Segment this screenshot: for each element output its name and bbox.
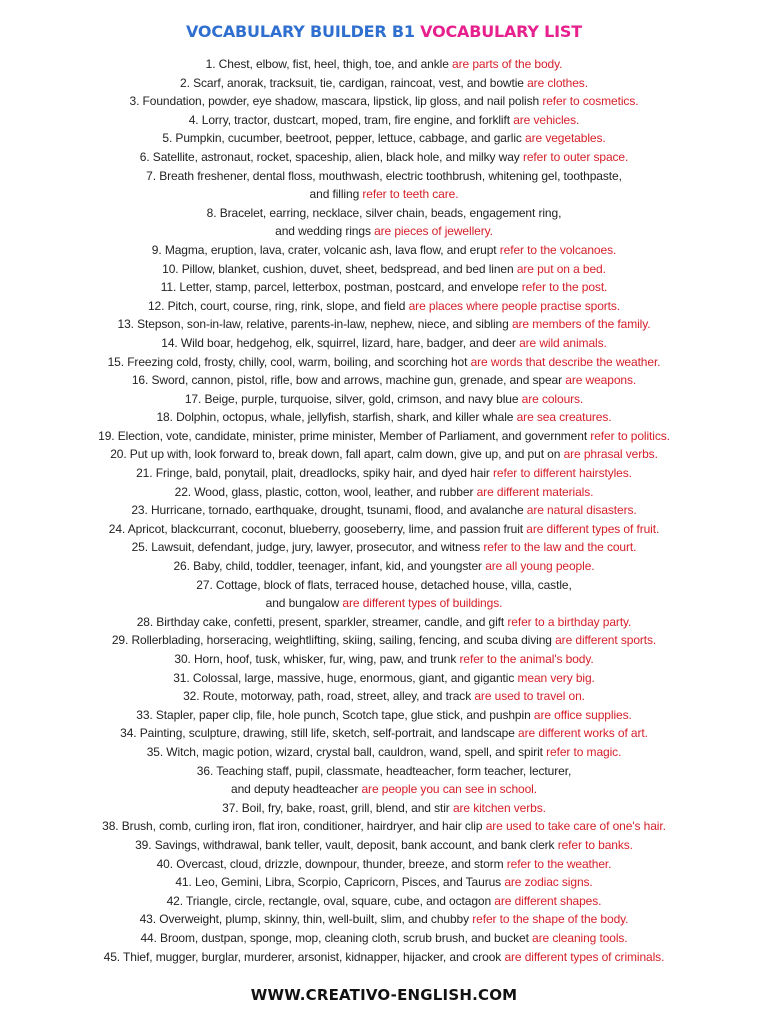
vocab-words: and bungalow	[265, 596, 343, 611]
title-part-builder: VOCABULARY BUILDER B1	[186, 22, 415, 41]
vocab-words: 31. Colossal, large, massive, huge, enormous, giant, and gigantic	[173, 670, 518, 685]
list-item	[0, 948, 768, 967]
vocab-words: 3. Foundation, powder, eye shadow, mascara, lipstick, lip gloss, and nail polish	[129, 94, 543, 109]
list-item	[0, 204, 768, 223]
vocab-words: 34. Painting, sculpture, drawing, still life, sketch, self-portrait, and landscape	[120, 726, 519, 741]
list-item	[0, 464, 768, 483]
vocab-words: and filling	[309, 187, 363, 202]
vocab-words: 30. Horn, hoof, tusk, whisker, fur, wing, paw, and trunk	[174, 652, 460, 666]
list-item	[0, 167, 768, 186]
vocab-category: refer to outer space.	[522, 149, 629, 164]
vocab-category: are vehicles.	[513, 112, 580, 127]
vocab-category: are kitchen verbs.	[452, 800, 546, 815]
vocab-category: are different types of buildings.	[342, 596, 503, 611]
vocab-category: are wild animals.	[519, 335, 607, 350]
list-item	[0, 557, 768, 576]
vocab-category: refer to the shape of the body.	[472, 912, 629, 927]
vocab-words: 35. Witch, magic potion, wizard, crystal ball, cauldron, wand, spell, and spirit	[146, 744, 547, 759]
vocab-words: 44. Broom, dustpan, sponge, mop, cleaning cloth, scrub brush, and bucket	[140, 930, 533, 945]
vocab-words: 8. Bracelet, earring, necklace, silver chain, beads, engagement ring,	[206, 205, 562, 220]
list-item	[0, 501, 768, 520]
list-item	[0, 315, 768, 334]
list-item	[0, 724, 768, 743]
page-title	[0, 22, 768, 41]
vocab-words: 15. Freezing cold, frosty, chilly, cool, warm, boiling, and scorching hot	[107, 354, 471, 369]
list-item	[0, 297, 768, 316]
vocab-words: 6. Satellite, astronaut, rocket, spaceship, alien, black hole, and milky way	[139, 149, 523, 164]
vocab-words: 1. Chest, elbow, fist, heel, thigh, toe, and ankle	[205, 57, 453, 71]
vocab-category: are different sports.	[555, 633, 657, 648]
list-item	[0, 520, 768, 539]
vocab-words: 14. Wild boar, hedgehog, elk, squirrel, lizard, hare, badger, and deer	[161, 335, 520, 350]
list-item	[0, 483, 768, 502]
vocab-category: are pieces of jewellery.	[374, 224, 493, 239]
vocab-category: are places where people practise sports.	[408, 298, 621, 313]
vocab-words: 2. Scarf, anorak, tracksuit, tie, cardigan, raincoat, vest, and bowtie	[180, 75, 528, 90]
list-item	[0, 55, 768, 74]
vocab-category: refer to teeth care.	[362, 187, 459, 202]
vocab-category: are different shapes.	[494, 893, 602, 908]
list-item	[0, 780, 768, 799]
list-item	[0, 334, 768, 353]
vocab-category: refer to the animal's body.	[459, 652, 594, 666]
vocab-words: 42. Triangle, circle, rectangle, oval, square, cube, and octagon	[166, 893, 495, 908]
vocab-category: mean very big.	[517, 670, 595, 685]
vocab-words: 29. Rollerblading, horseracing, weightlifting, skiing, sailing, fencing, and scuba diving	[111, 633, 556, 648]
vocab-words: 33. Stapler, paper clip, file, hole punch, Scotch tape, glue stick, and pushpin	[136, 707, 534, 722]
vocab-category: refer to the law and the court.	[483, 540, 637, 555]
vocab-category: refer to politics.	[590, 428, 670, 443]
vocab-category: refer to the volcanoes.	[499, 242, 617, 257]
vocab-words: 43. Overweight, plump, skinny, thin, well-built, slim, and chubby	[139, 912, 473, 927]
list-item	[0, 427, 768, 446]
vocab-words: 19. Election, vote, candidate, minister, prime minister, Member of Parliament, and government	[98, 428, 591, 443]
vocab-words: 40. Overcast, cloud, drizzle, downpour, thunder, breeze, and storm	[156, 856, 507, 871]
vocab-category: are members of the family.	[511, 317, 651, 332]
list-item	[0, 892, 768, 911]
vocab-words: 11. Letter, stamp, parcel, letterbox, postman, postcard, and envelope	[160, 280, 522, 295]
vocab-words: 20. Put up with, look forward to, break down, fall apart, calm down, give up, and put on	[110, 447, 564, 462]
list-item	[0, 92, 768, 111]
vocab-words: 18. Dolphin, octopus, whale, jellyfish, starfish, shark, and killer whale	[156, 410, 517, 425]
list-item	[0, 855, 768, 874]
vocab-words: 12. Pitch, court, course, ring, rink, slope, and field	[147, 298, 409, 313]
vocab-words: 41. Leo, Gemini, Libra, Scorpio, Capricorn, Pisces, and Taurus	[175, 875, 505, 890]
vocab-words: 26. Baby, child, toddler, teenager, infant, kid, and youngster	[173, 559, 486, 574]
vocab-words: and deputy headteacher	[231, 782, 362, 797]
vocab-category: refer to different hairstyles.	[493, 466, 632, 481]
list-item	[0, 669, 768, 688]
vocab-words: 24. Apricot, blackcurrant, coconut, blueberry, gooseberry, lime, and passion fruit	[108, 521, 527, 536]
list-item	[0, 445, 768, 464]
vocab-category: are words that describe the weather.	[470, 354, 661, 369]
vocab-category: refer to magic.	[546, 744, 622, 759]
vocab-words: 16. Sword, cannon, pistol, rifle, bow and arrows, machine gun, grenade, and spear	[131, 373, 566, 388]
vocab-words: 36. Teaching staff, pupil, classmate, headteacher, form teacher, lecturer,	[196, 763, 572, 778]
vocab-words: 13. Stepson, son-in-law, relative, parents-in-law, nephew, niece, and sibling	[117, 317, 512, 332]
vocab-category: refer to a birthday party.	[507, 614, 632, 629]
list-item	[0, 576, 768, 595]
website-url[interactable]: WWW.CREATIVO-ENGLISH.COM	[250, 986, 518, 1004]
list-item	[0, 613, 768, 632]
vocab-words: 32. Route, motorway, path, road, street, alley, and track	[183, 689, 475, 704]
vocab-category: are zodiac signs.	[504, 875, 593, 890]
vocab-words: 23. Hurricane, tornado, earthquake, drought, tsunami, flood, and avalanche	[131, 503, 527, 518]
vocab-category: are used to take care of one's hair.	[485, 819, 666, 834]
vocab-category: are different materials.	[476, 484, 594, 499]
list-item	[0, 817, 768, 836]
list-item	[0, 371, 768, 390]
vocab-words: 27. Cottage, block of flats, terraced house, detached house, villa, castle,	[196, 577, 572, 592]
vocab-category: are clothes.	[527, 75, 588, 90]
vocab-category: are parts of the body.	[452, 57, 563, 71]
list-item	[0, 929, 768, 948]
list-item	[0, 222, 768, 241]
list-item	[0, 353, 768, 372]
vocab-category: are used to travel on.	[474, 689, 585, 704]
vocab-words: 4. Lorry, tractor, dustcart, moped, tram, fire engine, and forklift	[188, 112, 514, 127]
vocab-category: are colours.	[521, 391, 584, 406]
vocab-words: 38. Brush, comb, curling iron, flat iron, conditioner, hairdryer, and hair clip	[102, 819, 486, 834]
vocab-category: are cleaning tools.	[532, 930, 628, 945]
list-item	[0, 129, 768, 148]
vocab-words: 28. Birthday cake, confetti, present, sparkler, streamer, candle, and gift	[136, 614, 508, 629]
vocab-words: 25. Lawsuit, defendant, judge, jury, lawyer, prosecutor, and witness	[131, 540, 484, 555]
list-item	[0, 650, 768, 669]
list-item	[0, 111, 768, 130]
vocab-category: are weapons.	[565, 373, 637, 388]
vocab-words: 7. Breath freshener, dental floss, mouthwash, electric toothbrush, whitening gel, toothpaste,	[146, 168, 622, 183]
list-item	[0, 687, 768, 706]
vocab-words: 21. Fringe, bald, ponytail, plait, dreadlocks, spiky hair, and dyed hair	[136, 466, 494, 481]
list-item	[0, 148, 768, 167]
vocab-words: 5. Pumpkin, cucumber, beetroot, pepper, lettuce, cabbage, and garlic	[162, 131, 526, 146]
vocab-words: 22. Wood, glass, plastic, cotton, wool, leather, and rubber	[174, 484, 477, 499]
list-item	[0, 799, 768, 818]
list-item	[0, 260, 768, 279]
list-item	[0, 408, 768, 427]
vocab-words: 17. Beige, purple, turquoise, silver, gold, crimson, and navy blue	[184, 391, 522, 406]
vocab-category: are all young people.	[485, 559, 595, 574]
vocab-category: are natural disasters.	[526, 503, 637, 518]
vocab-category: refer to the weather.	[506, 856, 612, 871]
vocab-category: are put on a bed.	[516, 261, 606, 276]
vocab-category: are different types of fruit.	[526, 521, 660, 536]
vocab-category: are people you can see in school.	[361, 782, 537, 797]
vocab-category: refer to cosmetics.	[542, 94, 639, 109]
list-item	[0, 743, 768, 762]
vocab-category: are office supplies.	[533, 707, 632, 722]
vocab-words: 39. Savings, withdrawal, bank teller, vault, deposit, bank account, and bank clerk	[135, 837, 558, 852]
vocab-category: are sea creatures.	[516, 410, 612, 425]
title-part-list: VOCABULARY LIST	[420, 22, 582, 41]
vocab-words: 9. Magma, eruption, lava, crater, volcanic ash, lava flow, and erupt	[151, 242, 500, 257]
vocab-category: are different types of criminals.	[504, 949, 665, 964]
list-item	[0, 538, 768, 557]
list-item	[0, 390, 768, 409]
vocab-category: refer to banks.	[557, 837, 633, 852]
list-item	[0, 594, 768, 613]
vocab-words: and wedding rings	[275, 224, 375, 239]
vocab-category: refer to the post.	[521, 280, 608, 295]
list-item	[0, 185, 768, 204]
list-item	[0, 762, 768, 781]
list-item	[0, 631, 768, 650]
list-item	[0, 74, 768, 93]
list-item	[0, 706, 768, 725]
vocab-category: are phrasal verbs.	[563, 447, 658, 462]
vocab-category: are vegetables.	[525, 131, 606, 146]
list-item	[0, 278, 768, 297]
vocab-words: 37. Boil, fry, bake, roast, grill, blend, and stir	[222, 800, 453, 815]
list-item	[0, 241, 768, 260]
vocabulary-list	[0, 55, 768, 966]
vocab-words: 10. Pillow, blanket, cushion, duvet, sheet, bedspread, and bed linen	[162, 261, 517, 276]
list-item	[0, 836, 768, 855]
list-item	[0, 910, 768, 929]
list-item	[0, 873, 768, 892]
vocab-words: 45. Thief, mugger, burglar, murderer, arsonist, kidnapper, hijacker, and crook	[103, 949, 505, 964]
vocab-category: are different works of art.	[518, 726, 648, 741]
